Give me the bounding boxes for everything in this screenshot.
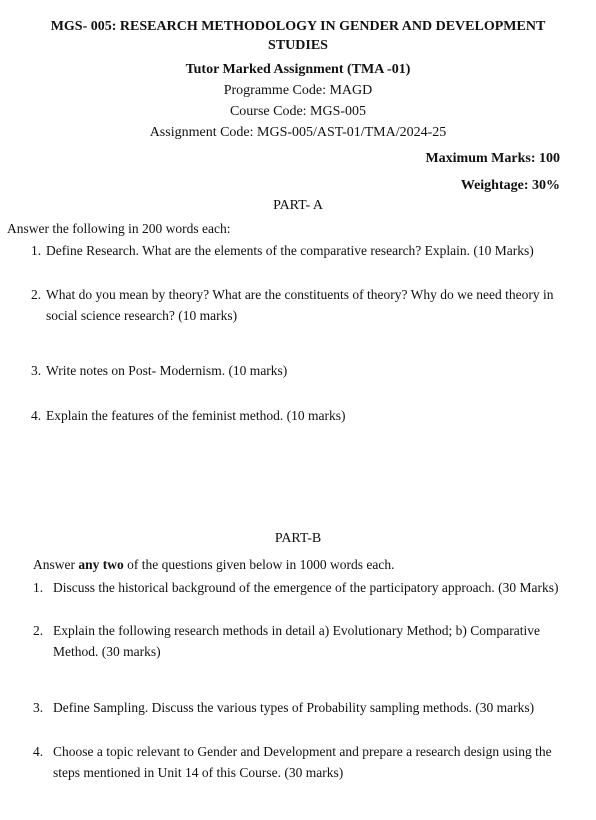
question-text: Explain the following research methods in detail a) Evolutionary Method; b) Comparative Method. (30 marks) [53, 623, 540, 659]
part-b-instruction [33, 557, 394, 573]
question-number: 4. [31, 408, 42, 423]
part-a-question-2 [31, 284, 571, 326]
question-number: 1. [33, 580, 44, 595]
course-code: Course Code: MGS-005 [229, 104, 367, 119]
question-text: Write notes on Post- Modernism. (10 marks) [46, 363, 288, 378]
question-text: Define Research. What are the elements of the comparative research? Explain. (10 Marks) [46, 243, 534, 258]
programme-code: Programme Code: MAGD [223, 83, 373, 98]
assignment-code: Assignment Code: MGS-005/AST-01/TMA/2024-25 [149, 125, 447, 140]
max-marks: Maximum Marks: 100 [425, 151, 560, 166]
part-a-question-4 [31, 405, 571, 426]
course-title-line2: STUDIES [268, 38, 328, 53]
instruction-text: Answer [33, 557, 79, 572]
question-text: What do you mean by theory? What are the constituents of theory? Why do we need theory in social science research? (10 marks) [46, 287, 554, 323]
question-number: 2. [33, 623, 44, 638]
part-b-question-1 [33, 577, 573, 598]
part-a-question-3 [31, 360, 571, 381]
question-number: 1. [31, 243, 42, 258]
weightage: Weightage: 30% [460, 178, 560, 193]
part-a-question-1 [31, 240, 571, 261]
part-a-instruction: Answer the following in 200 words each: [7, 221, 231, 236]
instruction-text: of the questions given below in 1000 words each. [123, 557, 395, 572]
question-text: Discuss the historical background of the emergence of the participatory approach. (30 Marks) [53, 580, 559, 595]
question-number: 2. [31, 287, 42, 302]
question-number: 3. [31, 363, 42, 378]
instruction-emphasis: any two [78, 557, 124, 572]
part-b-heading: PART-B [274, 531, 322, 546]
question-number: 3. [33, 700, 44, 715]
course-title-line1: MGS- 005: RESEARCH METHODOLOGY IN GENDER AND DEVELOPMENT [50, 19, 546, 34]
assignment-title: Tutor Marked Assignment (TMA -01) [185, 62, 411, 77]
part-a-heading: PART- A [273, 198, 323, 213]
question-text: Define Sampling. Discuss the various types of Probability sampling methods. (30 marks) [53, 700, 535, 715]
part-b-question-3 [33, 697, 573, 718]
question-text: Explain the features of the feminist method. (10 marks) [46, 408, 346, 423]
part-b-question-2 [33, 620, 573, 662]
part-b-question-4 [33, 741, 573, 783]
question-text: Choose a topic relevant to Gender and Development and prepare a research design using the steps mentioned in Unit 14 of this Course. (30 marks) [53, 744, 552, 780]
question-number: 4. [33, 744, 44, 759]
